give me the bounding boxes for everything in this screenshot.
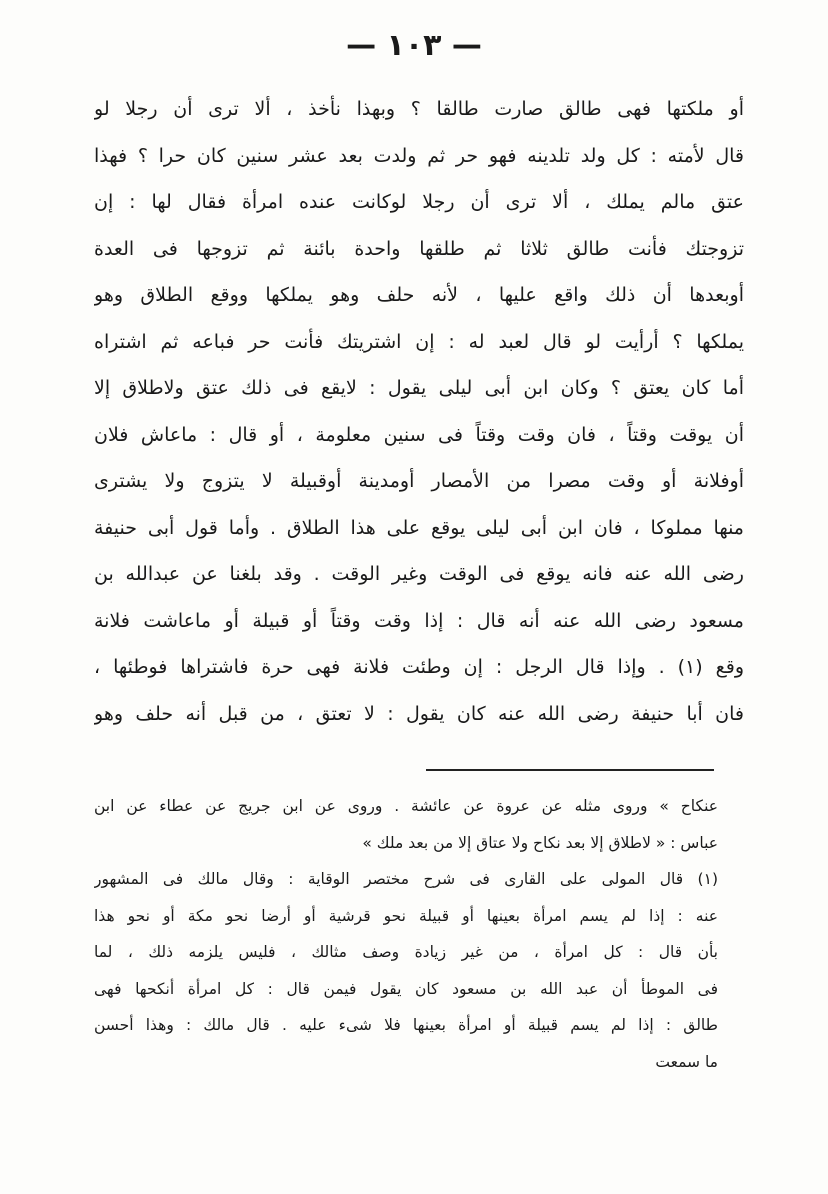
footnotes-block <box>94 788 718 1080</box>
footnote-line: عنه : إذا لم يسم امرأة بعينها أو قبيلة نحو قرشية أو أرضا نحو مكة أو نحو هذا <box>94 906 718 925</box>
main-text-line: منها مملوكا ، فان ابن أبى ليلى يوقع على هذا الطلاق . وأما قول أبى حنيفة <box>94 516 744 539</box>
footnote-line: عنكاح » وروى مثله عن عروة عن عائشة . وروى عن ابن جريج عن عطاء عن ابن <box>94 797 718 815</box>
main-text-line: وقع (١) . وإذا قال الرجل : إن وطئت فلانة فهى حرة فاشتراها فوطئها ، <box>94 656 744 678</box>
main-text-line: قال لأمته : كل ولد تلدينه فهو حر ثم ولدت بعد عشر سنين كان حرا ؟ فهذا <box>94 144 744 167</box>
main-text-line: أما كان يعتق ؟ وكان ابن أبى ليلى يقول : لايقع فى ذلك عتق ولاطلاق إلا <box>94 377 744 399</box>
footnote-line: طالق : إذا لم يسم قبيلة أو امرأة بعينها فلا شىء عليه . قال مالك : وهذا أحسن <box>94 1016 718 1034</box>
footnote-line: (١) قال المولى على القارى فى شرح مختصر الوقاية : وقال مالك فى المشهور <box>94 870 718 888</box>
footnote-line: بأن قال : كل امرأة ، من غير زيادة وصف مثالك ، فليس يلزمه ذلك ، لما <box>94 943 718 961</box>
page-number: — ١٠٣ — <box>346 28 482 63</box>
main-text-line: عتق مالم يملك ، ألا ترى أن رجلا لوكانت عنده امرأة فقال لها : إن <box>94 191 744 213</box>
main-text-line: فان أبا حنيفة رضى الله عنه كان يقول : لا تعتق ، من قبل أنه حلف وهو <box>94 702 744 725</box>
main-text-line: رضى الله عنه فانه يوقع فى الوقت وغير الوقت . وقد بلغنا عن عبدالله بن <box>94 563 744 585</box>
main-text-line: يملكها ؟ أرأيت لو قال لعبد له : إن اشتريتك فأنت حر فباعه ثم اشتراه <box>94 330 744 353</box>
main-text-line: تزوجتك فأنت طالق ثلاثا ثم طلقها واحدة بائنة ثم تزوجها فى العدة <box>94 237 744 260</box>
footnote-divider <box>426 769 714 771</box>
footnote-line: ما سمعت <box>655 1052 718 1071</box>
main-text-line: أو ملكتها فهى طالق صارت طالقا ؟ وبهذا نأخذ ، ألا ترى أن رجلا لو <box>94 98 744 120</box>
main-text-line: أوفلانة أو وقت مصرا من الأمصار أومدينة أوقبيلة لا يتزوج ولا يشترى <box>94 470 744 492</box>
main-text-line: أن يوقت وقتاً ، فان وقت وقتاً فى سنين معلومة ، أو قال : ماعاش فلان <box>94 423 744 446</box>
main-text-line: أوبعدها أن ذلك واقع عليها ، لأنه حلف وهو يملكها ووقع الطلاق وهو <box>94 284 744 306</box>
main-text-line: مسعود رضى الله عنه أنه قال : إذا وقت وقتاً أو قبيلة أو ماعاشت فلانة <box>94 609 744 632</box>
footnote-line: فى الموطأ أن عبد الله بن مسعود كان يقول فيمن قال : كل امرأة أنكحها فهى <box>94 979 718 998</box>
footnote-line: عباس : « لاطلاق إلا بعد نكاح ولا عتاق إلا من بعد ملك » <box>362 833 718 852</box>
main-text-block <box>94 86 744 737</box>
